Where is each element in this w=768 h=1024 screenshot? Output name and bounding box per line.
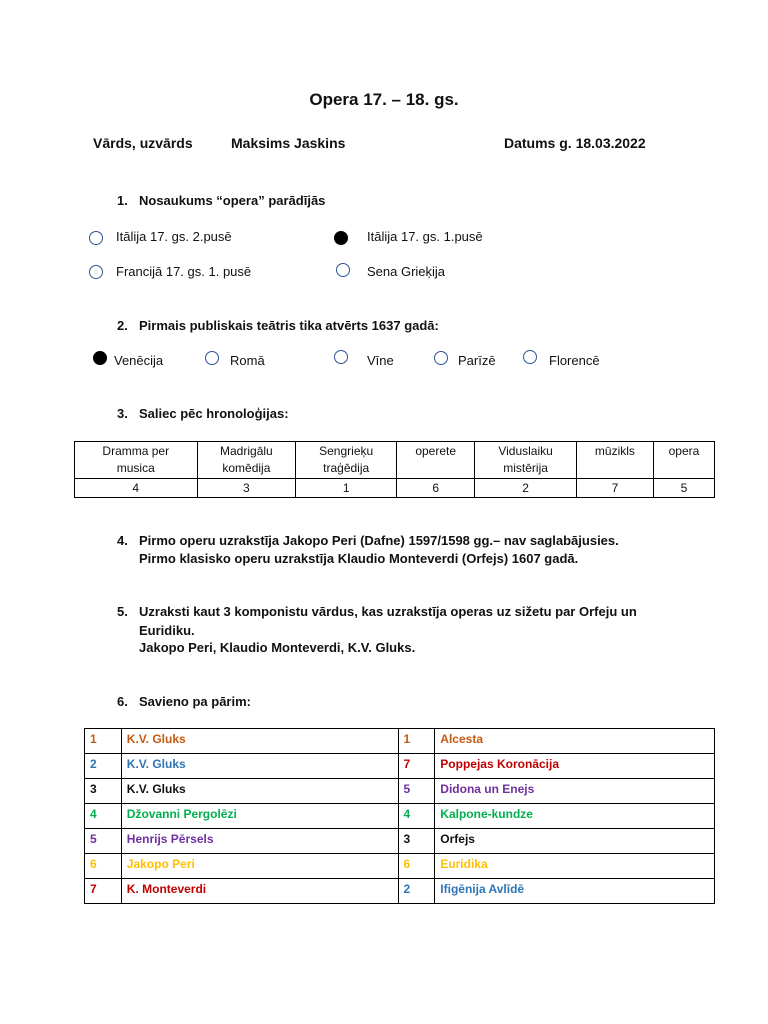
q1-number: 1. — [117, 193, 128, 208]
q2-option-3: Parīzē — [458, 353, 496, 368]
q1-radio-0[interactable] — [89, 231, 103, 245]
right-number-cell: 1 — [398, 729, 435, 754]
right-number-cell: 7 — [398, 754, 435, 779]
matching-row — [85, 829, 715, 854]
q4-line-1: Pirmo operu uzrakstīja Jakopo Peri (Dafne) 1597/1598 gg.– nav saglabājusies. — [139, 533, 619, 548]
q3-text: Saliec pēc hronoloģijas: — [139, 406, 289, 421]
chronology-value-cell: 3 — [197, 479, 296, 498]
right-number-cell: 5 — [398, 779, 435, 804]
chronology-value-cell: 6 — [397, 479, 475, 498]
chronology-header-cell — [296, 442, 397, 479]
header-line: Madrigālu — [220, 444, 273, 458]
chronology-value-cell: 1 — [296, 479, 397, 498]
opera-cell: Alcesta — [435, 729, 715, 754]
q2-text: Pirmais publiskais teātris tika atvērts 1637 gadā: — [139, 318, 439, 333]
chronology-header-cell — [75, 442, 198, 479]
q2-option-1: Romā — [230, 353, 265, 368]
q2-radio-3[interactable] — [434, 351, 448, 365]
header-line: opera — [668, 444, 700, 458]
composer-cell: K.V. Gluks — [121, 754, 398, 779]
q1-option-2: Francijā 17. gs. 1. pusē — [116, 264, 252, 279]
header-line: musica — [116, 461, 155, 475]
q2-number: 2. — [117, 318, 128, 333]
q5-line-1: Uzraksti kaut 3 komponistu vārdus, kas uzrakstīja operas uz sižetu par Orfeju un — [139, 604, 637, 619]
q2-option-0: Venēcija — [114, 353, 164, 368]
chronology-value-row — [75, 479, 715, 498]
q5-number: 5. — [117, 604, 128, 619]
right-number-cell: 6 — [398, 854, 435, 879]
left-number-cell: 4 — [85, 804, 122, 829]
q5-line-3: Jakopo Peri, Klaudio Monteverdi, K.V. Gluks. — [139, 640, 416, 655]
header-line: Sengrieķu — [319, 444, 374, 458]
matching-row — [85, 754, 715, 779]
header-line: mistērija — [503, 461, 548, 475]
chronology-header-cell — [576, 442, 653, 479]
matching-table — [84, 728, 715, 904]
opera-cell: Euridika — [435, 854, 715, 879]
q2-radio-1[interactable] — [205, 351, 219, 365]
composer-cell: Henrijs Pērsels — [121, 829, 398, 854]
chronology-header-row — [75, 442, 715, 479]
chronology-value-cell: 2 — [475, 479, 577, 498]
left-number-cell: 2 — [85, 754, 122, 779]
q4-number: 4. — [117, 533, 128, 548]
q2-radio-2[interactable] — [334, 350, 348, 364]
matching-table-body — [85, 729, 715, 904]
q1-option-3: Sena Grieķija — [367, 264, 446, 279]
chronology-header-cell — [653, 442, 714, 479]
opera-cell: Poppejas Koronācija — [435, 754, 715, 779]
composer-cell: K.V. Gluks — [121, 779, 398, 804]
matching-row — [85, 879, 715, 904]
q2-radio-4[interactable] — [523, 350, 537, 364]
q1-radio-1[interactable] — [334, 231, 348, 245]
composer-cell: K. Monteverdi — [121, 879, 398, 904]
composer-cell: K.V. Gluks — [121, 729, 398, 754]
header-line: traģēdija — [323, 461, 370, 475]
q1-text: Nosaukums “opera” parādījās — [139, 193, 326, 208]
opera-cell: Orfejs — [435, 829, 715, 854]
q2-option-2: Vīne — [367, 353, 394, 368]
matching-row — [85, 804, 715, 829]
left-number-cell: 6 — [85, 854, 122, 879]
header-line: operete — [415, 444, 457, 458]
chronology-header-cell — [397, 442, 475, 479]
q1-option-0: Itālija 17. gs. 2.pusē — [116, 229, 232, 244]
composer-cell: Džovanni Pergolēzi — [121, 804, 398, 829]
name-value: Maksims Jaskins — [231, 135, 346, 151]
matching-row — [85, 729, 715, 754]
q3-number: 3. — [117, 406, 128, 421]
matching-row — [85, 779, 715, 804]
q6-number: 6. — [117, 694, 128, 709]
left-number-cell: 3 — [85, 779, 122, 804]
header-line: Dramma per — [102, 444, 170, 458]
chronology-value-cell: 4 — [75, 479, 198, 498]
chronology-header-cell — [197, 442, 296, 479]
name-label: Vārds, uzvārds — [93, 135, 193, 151]
q2-option-4: Florencē — [549, 353, 600, 368]
header-line: mūzikls — [594, 444, 635, 458]
left-number-cell: 5 — [85, 829, 122, 854]
q4-line-2: Pirmo klasisko operu uzrakstīja Klaudio Monteverdi (Orfejs) 1607 gadā. — [139, 551, 579, 566]
chronology-value-cell: 5 — [653, 479, 714, 498]
q2-radio-0[interactable] — [93, 351, 107, 365]
q5-line-2: Euridiku. — [139, 623, 195, 638]
opera-cell: Didona un Enejs — [435, 779, 715, 804]
q6-text: Savieno pa pārim: — [139, 694, 251, 709]
right-number-cell: 2 — [398, 879, 435, 904]
chronology-header-cell — [475, 442, 577, 479]
q1-radio-3[interactable] — [336, 263, 350, 277]
left-number-cell: 7 — [85, 879, 122, 904]
chronology-value-cell: 7 — [576, 479, 653, 498]
opera-cell: Ifigēnija Avlīdē — [435, 879, 715, 904]
left-number-cell: 1 — [85, 729, 122, 754]
composer-cell: Jakopo Peri — [121, 854, 398, 879]
header-line: komēdija — [222, 461, 271, 475]
matching-row — [85, 854, 715, 879]
chronology-table — [74, 441, 715, 498]
q1-radio-2[interactable] — [89, 265, 103, 279]
page-title: Opera 17. – 18. gs. — [309, 90, 459, 109]
right-number-cell: 4 — [398, 804, 435, 829]
q1-option-1: Itālija 17. gs. 1.pusē — [367, 229, 483, 244]
header-line: Viduslaiku — [498, 444, 553, 458]
right-number-cell: 3 — [398, 829, 435, 854]
date-label: Datums g. 18.03.2022 — [504, 135, 646, 151]
opera-cell: Kalpone-kundze — [435, 804, 715, 829]
